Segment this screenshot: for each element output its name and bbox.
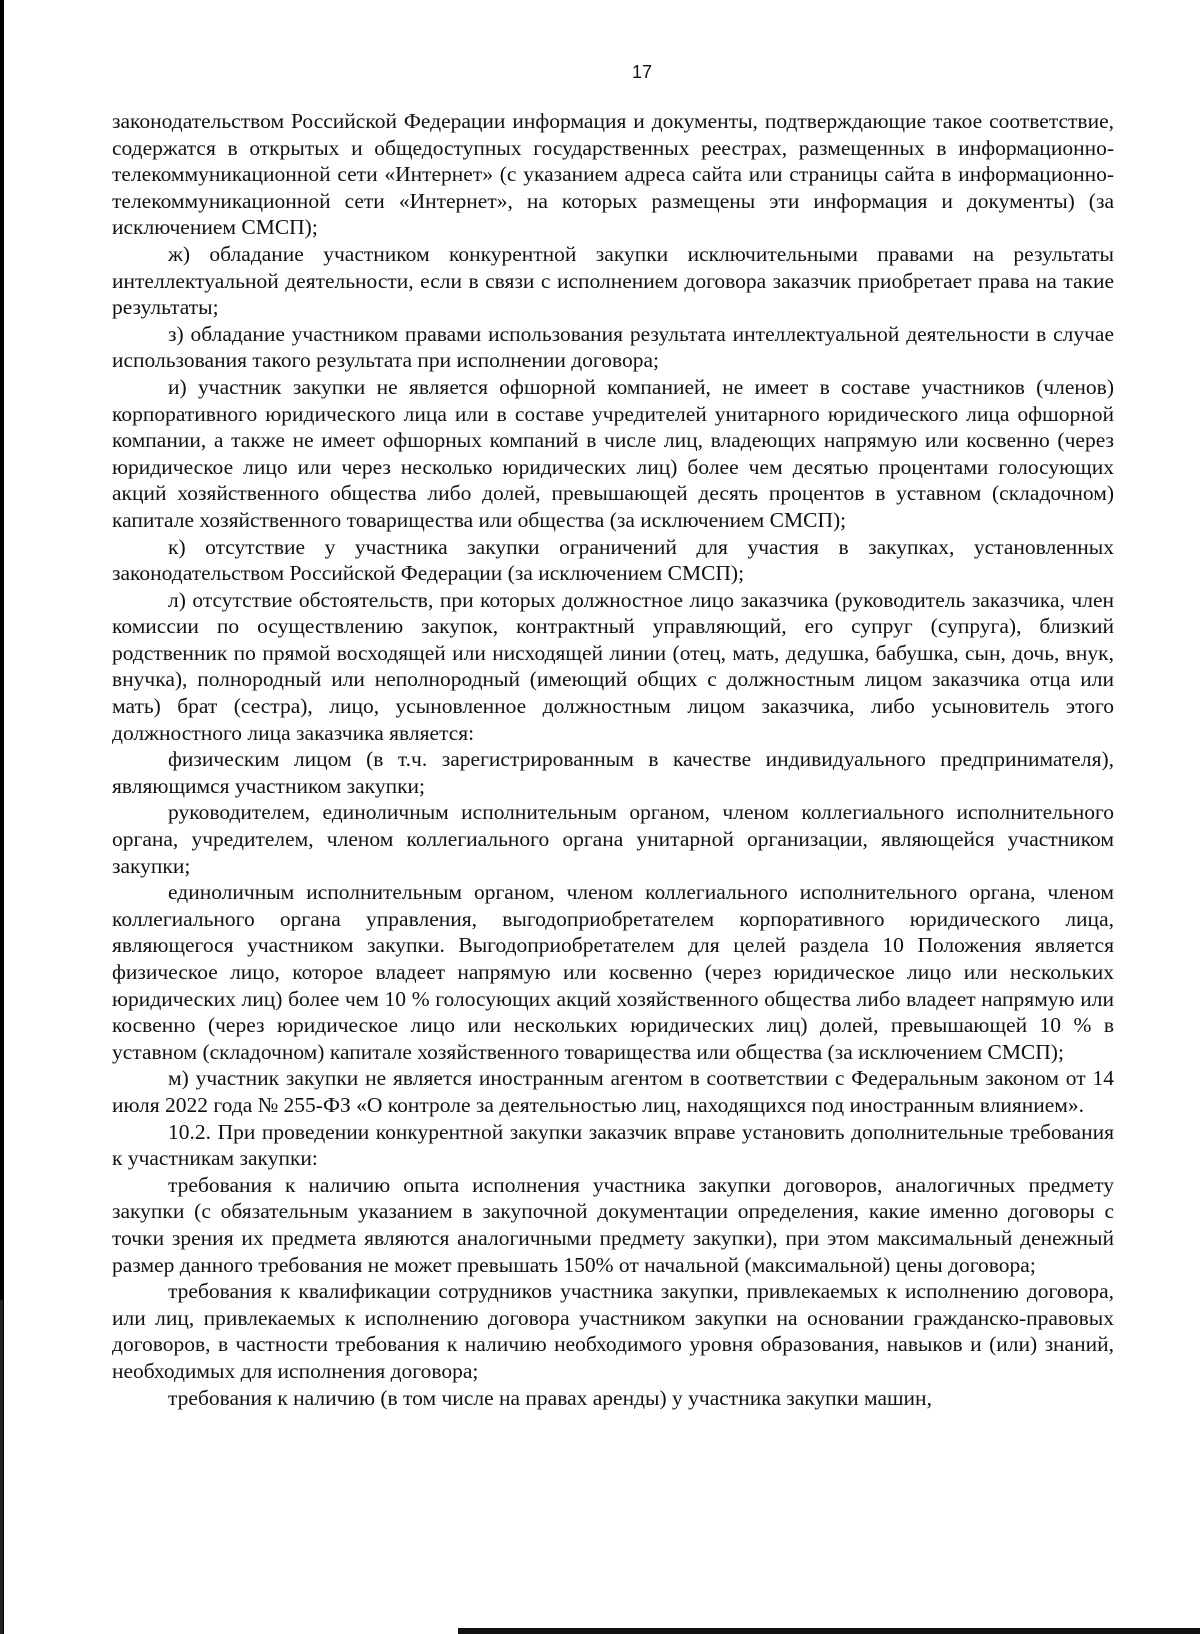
paragraph-req-equipment: требования к наличию (в том числе на правах аренды) у участника закупки машин,: [168, 1385, 932, 1410]
paragraph-sub-head: руководителем, единоличным исполнительным органом, членом коллегиального исполнительного органа, учредителем, членом коллегиального органа унитарной организации, являющейся участником закупки;: [112, 800, 1114, 878]
document-body: [112, 108, 1114, 1411]
paragraph-section-10-2: 10.2. При проведении конкурентной закупки заказчик вправе установить дополнительные требования к участникам закупки:: [112, 1119, 1114, 1171]
paragraph-item-zh: ж) обладание участником конкурентной закупки исключительными правами на результаты интеллектуальной деятельности, если в связи с исполнением договора заказчик приобретает права на такие результаты;: [112, 241, 1114, 320]
paragraph-req-qualification: требования к квалификации сотрудников участника закупки, привлекаемых к исполнению договора, или лиц, привлекаемых к исполнению договора участником закупки на основании гражданско-правовых договоров, в частности требования к наличию необходимого уровня образования, навыков и (или) знаний, необходимых для исполнения договора;: [112, 1279, 1114, 1383]
paragraph-item-l: л) отсутствие обстоятельств, при которых должностное лицо заказчика (руководитель заказчика, член комиссии по осуществлению закупок, контрактный управляющий, его супруг (супруга), близкий родственник по прямой восходящей или нисходящей линии (отец, мать, дедушка, бабушка, сын, дочь, внук, внучка), полнородный или неполнородный (имеющий общих с должностным лицом заказчика отца или мать) брат (сестра), лицо, усыновленное должностным лицом заказчика, либо усыновитель этого должностного лица заказчика является:: [112, 587, 1114, 745]
paragraph-req-experience: требования к наличию опыта исполнения участника закупки договоров, аналогичных предмету закупки (с обязательным указанием в закупочной документации определения, какие именно договоры с точки зрения их предмета являются аналогичными предмету закупки), при этом максимальный денежный размер данного требования не может превышать 150% от начальной (максимальной) цены договора;: [112, 1172, 1114, 1277]
paragraph-item-m: м) участник закупки не является иностранным агентом в соответствии с Федеральным законом от 14 июля 2022 года № 255-ФЗ «О контроле за деятельностью лиц, находящихся под иностранным влиянием».: [112, 1066, 1114, 1117]
paragraph-item-k: к) отсутствие у участника закупки ограничений для участия в закупках, установленных законодательством Российской Федерации (за исключением СМСП);: [112, 534, 1114, 586]
page-number: 17: [631, 62, 653, 82]
paragraph-sub-executive: единоличным исполнительным органом, членом коллегиального исполнительного органа, членом коллегиального органа управления, выгодоприобретателем корпоративного юридического лица, являющегося участником закупки. Выгодоприобретателем для целей раздела 10 Положения является физическое лицо, которое владеет напрямую или косвенно (через юридическое лицо или нескольких юридических лиц) более чем 10 % голосующих акций хозяйственного общества либо владеет напрямую или косвенно (через юридическое лицо или нескольких юридических лиц) долей, превышающей 10 % в уставном (складочном) капитале хозяйственного товарищества или общества (за исключением СМСП);: [112, 880, 1114, 1064]
paragraph-sub-individual: физическим лицом (в т.ч. зарегистрированным в качестве индивидуального предпринимателя), являющимся участником закупки;: [112, 747, 1114, 798]
scan-edge-mark: [0, 1300, 3, 1634]
paragraph-item-z: з) обладание участником правами использования результата интеллектуальной деятельности в случае использования такого результата при исполнении договора;: [112, 321, 1114, 373]
paragraph-item-i: и) участник закупки не является офшорной компанией, не имеет в составе участников (членов) корпоративного юридического лица или в составе учредителей унитарного юридического лица офшорной компании, а также не имеет офшорных компаний в числе лиц, владеющих напрямую или косвенно (через юридическое лицо или через несколько юридических лиц) более чем десятью процентами голосующих акций хозяйственного общества либо долей, превышающей десять процентов в уставном (складочном) капитале хозяйственного товарищества или общества (за исключением СМСП);: [112, 374, 1114, 532]
scan-edge-bottom: [458, 1628, 1200, 1634]
paragraph-continuation: законодательством Российской Федерации информация и документы, подтверждающие такое соответствие, содержатся в открытых и общедоступных государственных реестрах, размещенных в информационно-телекоммуникационной сети «Интернет» (с указанием адреса сайта или страницы сайта в информационно-телекоммуникационной сети «Интернет», на которых размещены эти информация и документы) (за исключением СМСП);: [112, 109, 1114, 240]
